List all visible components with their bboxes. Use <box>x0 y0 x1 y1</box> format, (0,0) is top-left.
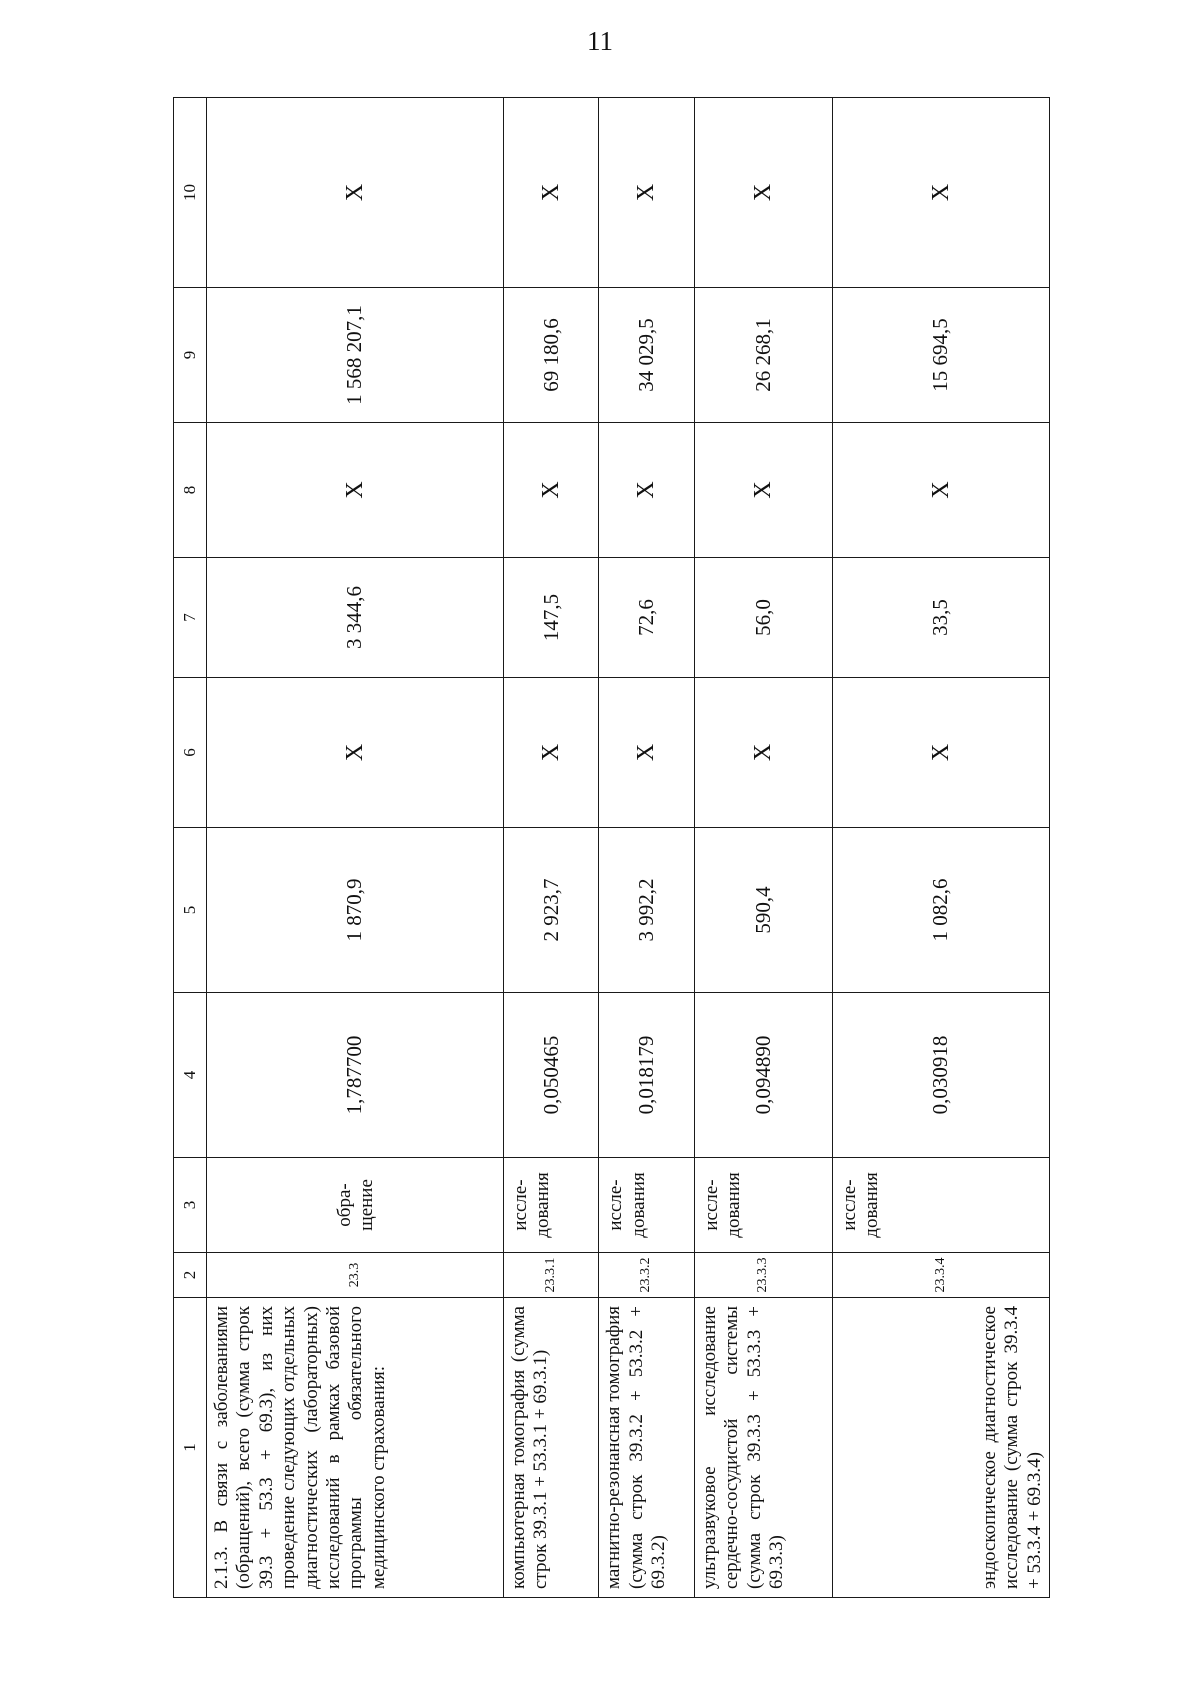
statistics-table <box>173 97 1050 1598</box>
header-cell: 9 <box>174 288 207 423</box>
page-number: 11 <box>587 26 613 56</box>
cell-col9: 15 694,5 <box>832 288 1049 423</box>
cell-col6: X <box>832 678 1049 828</box>
header-cell: 1 <box>174 1298 207 1598</box>
table-row <box>832 98 1049 1598</box>
table-row <box>694 98 832 1598</box>
header-cell: 8 <box>174 423 207 558</box>
cell-col6: X <box>599 678 694 828</box>
cell-col9: 69 180,6 <box>503 288 598 423</box>
cell-col5: 2 923,7 <box>503 828 598 993</box>
cell-col4: 0,018179 <box>599 993 694 1158</box>
cell-col7: 72,6 <box>599 558 694 678</box>
cell-col6: X <box>503 678 598 828</box>
row-name: ультразвуковое исследование сердечно-сосудистой системы (сумма строк 39.3.3 + 53.3.3 + 69.3.3) <box>694 1298 832 1598</box>
row-unit: иссле-дования <box>599 1158 694 1253</box>
cell-col8: X <box>599 423 694 558</box>
row-name: эндоскопическое диагностическое исследование (сумма строк 39.3.4 + 53.3.4 + 69.3.4) <box>832 1298 1049 1598</box>
header-row <box>174 98 207 1598</box>
header-cell: 2 <box>174 1253 207 1298</box>
cell-col7: 3 344,6 <box>206 558 503 678</box>
table-row <box>503 98 598 1598</box>
header-cell: 5 <box>174 828 207 993</box>
cell-col6: X <box>206 678 503 828</box>
cell-col7: 56,0 <box>694 558 832 678</box>
cell-col4: 0,030918 <box>832 993 1049 1158</box>
cell-col10: X <box>503 98 598 288</box>
cell-col9: 1 568 207,1 <box>206 288 503 423</box>
header-cell: 7 <box>174 558 207 678</box>
row-name: 2.1.3. В связи с заболеваниями (обращений), всего (сумма строк 39.3 + 53.3 + 69.3), из них проведение следующих отдельных диагностических (лабораторных) исследований в рамках базовой программы обязательного медицинского страхования: <box>206 1298 503 1598</box>
row-code: 23.3.1 <box>503 1253 598 1298</box>
cell-col8: X <box>206 423 503 558</box>
cell-col9: 34 029,5 <box>599 288 694 423</box>
table-row <box>599 98 694 1598</box>
rotated-table-container <box>173 98 1050 1598</box>
cell-col10: X <box>832 98 1049 288</box>
cell-col6: X <box>694 678 832 828</box>
row-code: 23.3.2 <box>599 1253 694 1298</box>
table-row <box>206 98 503 1598</box>
cell-col10: X <box>206 98 503 288</box>
row-unit: иссле-дования <box>832 1158 1049 1253</box>
cell-col7: 33,5 <box>832 558 1049 678</box>
header-cell: 4 <box>174 993 207 1158</box>
cell-col4: 1,787700 <box>206 993 503 1158</box>
row-name: компьютерная томография (сумма строк 39.3.1 + 53.3.1 + 69.3.1) <box>503 1298 598 1598</box>
cell-col5: 3 992,2 <box>599 828 694 993</box>
header-cell: 6 <box>174 678 207 828</box>
cell-col10: X <box>694 98 832 288</box>
cell-col9: 26 268,1 <box>694 288 832 423</box>
row-code: 23.3.3 <box>694 1253 832 1298</box>
cell-col10: X <box>599 98 694 288</box>
cell-col4: 0,050465 <box>503 993 598 1158</box>
cell-col8: X <box>832 423 1049 558</box>
row-unit: иссле-дования <box>503 1158 598 1253</box>
row-unit: обра-щение <box>206 1158 503 1253</box>
cell-col4: 0,094890 <box>694 993 832 1158</box>
row-code: 23.3 <box>206 1253 503 1298</box>
cell-col5: 1 082,6 <box>832 828 1049 993</box>
header-cell: 3 <box>174 1158 207 1253</box>
cell-col5: 1 870,9 <box>206 828 503 993</box>
row-name: магнитно-резонансная томография (сумма строк 39.3.2 + 53.3.2 + 69.3.2) <box>599 1298 694 1598</box>
cell-col8: X <box>503 423 598 558</box>
row-code: 23.3.4 <box>832 1253 1049 1298</box>
cell-col5: 590,4 <box>694 828 832 993</box>
row-unit: иссле-дования <box>694 1158 832 1253</box>
cell-col8: X <box>694 423 832 558</box>
header-cell: 10 <box>174 98 207 288</box>
cell-col7: 147,5 <box>503 558 598 678</box>
